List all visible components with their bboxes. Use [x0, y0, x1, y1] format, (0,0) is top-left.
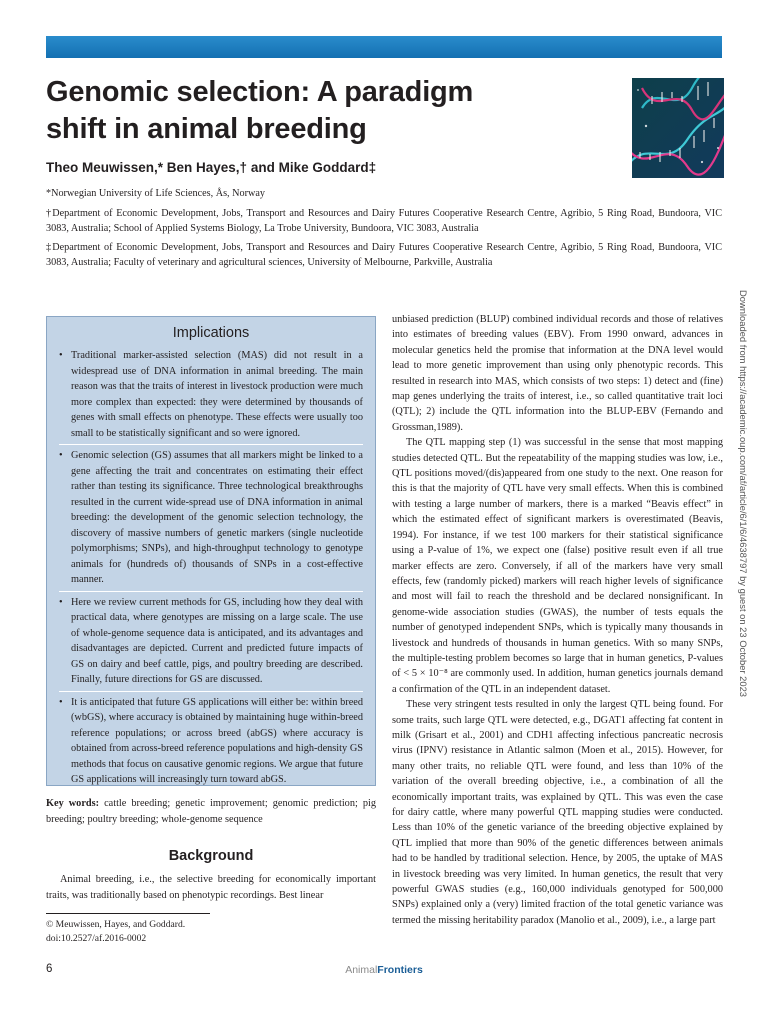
footnote-rule — [46, 913, 210, 914]
page-number: 6 — [46, 963, 53, 975]
implication-text: Here we review current methods for GS, including how they deal with practical data, where genotypes are missing on a large scale. The use of whole-genome sequence data is anticipated, and its advantages and disadvantages are depicted. Current and predicted future impacts of GS on dairy and beef cattle, pigs, and poultry breeding are described. Finally, future directions for GS are discussed. — [71, 596, 363, 685]
keywords-label: Key words: — [46, 798, 100, 809]
author-list: Theo Meuwissen,* Ben Hayes,† and Mike Goddard‡ — [46, 160, 377, 175]
implication-item — [59, 444, 363, 591]
title-line: shift in animal breeding — [46, 113, 367, 145]
journal-banner — [46, 36, 722, 58]
implication-text: Traditional marker-assisted selection (MAS) did not result in a widespread use of DNA information in animal breeding. The main reason was that the traits of interest in livestock production were much more complex than expected: they were determined by thousands of genes with small effects on phenotype. These effects were usually too small to be statistically significant and so were ignored. — [71, 350, 363, 439]
keywords-text: cattle breeding; genetic improvement; genomic prediction; pig breeding; poultry breeding; whole-genome sequence — [46, 798, 376, 825]
body-paragraph: The QTL mapping step (1) was successful in the sense that most mapping studies detected QTL. But the repeatability of the mapping studies was low, i.e., QTL positions moved/(dis)appeared from one study to the next. One reason for this is that the majority of QTL have very small effects. When this is combined with testing a large number of markers, there is a marked “Beavis effect” in which the estimated effect of significant markers is overestimated (Beavis, 1994). For instance, if we test 100 markers for their statistical significance using a P-value of 1%, we expect one (false) positive result even if all true marker effects are zero. Conversely, if all of the markers have very small effects, few (randomly picked) markers will reach higher levels of significance and most will fail to reach the threshold and be declared nonsignificant. In genome-wide association studies (GWAS), the number of tests equals the number of genotyped independent SNPs, which is typically many thousands in livestock and hundreds of thousands in human genetics. With so many SNPs, the multiple-testing problem becomes so large that in human genetics, P-values of < 5 × 10⁻⁸ are commonly used. In addition, human genetics journals demand a confirmation of the QTL in an independent dataset. — [392, 437, 723, 695]
implication-item — [59, 591, 363, 691]
implication-text: It is anticipated that future GS applications will either be: within breed (wbGS), where accuracy is obtained by maintaining huge within-breed reference populations; or across breed (abGS) where accuracy is obtained from across-breed reference populations and high-density GS methods that focus on causative genomic regions. We argue that future GS applications will increasingly turn toward abGS. — [71, 696, 363, 785]
affiliation: *Norwegian University of Life Sciences, Ås, Norway — [46, 188, 265, 199]
bullet: • — [59, 350, 63, 361]
body-column-right — [392, 312, 723, 928]
footer-brand-light: Animal — [345, 964, 378, 976]
implications-list — [59, 348, 363, 791]
keywords — [46, 796, 376, 827]
implication-text: Genomic selection (GS) assumes that all markers might be linked to a gene affecting the trait and concentrates on estimating their effect rather than testing its significance. Three technological breakthroughs resulted in the current wide-spread use of DNA information in animal breeding: the development of the genomic selection technology, the discovery of massive numbers of genetic markers (single nucleotide polymorphisms; SNPs), and high-throughput technology to genotype animals for (hundreds of) thousands of SNPs in a cost-effective manner. — [71, 450, 363, 585]
footnote — [46, 918, 376, 946]
doi: doi:10.2527/af.2016-0002 — [46, 933, 147, 944]
download-watermark — [736, 290, 750, 770]
title-line: Genomic selection: A paradigm — [46, 76, 474, 108]
implications-box — [46, 316, 376, 786]
article-title — [46, 74, 566, 148]
bullet: • — [59, 450, 63, 461]
body-paragraph: These very stringent tests resulted in only the largest QTL being found. For some traits, such large QTL were detected, e.g., DGAT1 affecting fat content in milk (Grisart et al., 2001) and CDH1 affecting infectious pancreatic necrosis virus (IPNV) resistance in Atlantic salmon (Moen et al., 2015). However, for many other traits, no reliable QTL were found, and less than 10% of the variation of the overall breeding objective, i.e., a combination of all the economically important traits, was explained by QTL. This was even the case for dairy cattle, where many powerful QTL mapping studies were conducted. Less than 10% of the genetic variance of the breeding objective explained by QTL implied that more than 90% of the genetic differences between animals had to be handled by traditional selection. Hence, by 2005, the uptake of MAS in livestock breeding was very limited. In human genetics, the result that very powerful GWAS studies (e.g., 160,000 individuals genotyped for 500,000 SNPs) explained only a (very) limited fraction of the total genetic variance was termed the missing heritability paradox (Manolio et al., 2009), i.e., a large part — [392, 699, 723, 926]
copyright: © Meuwissen, Hayes, and Goddard. — [46, 919, 186, 930]
dna-helix-image — [632, 78, 724, 178]
bullet: • — [59, 696, 63, 708]
background-paragraph: Animal breeding, i.e., the selective breeding for economically important traits, was traditionally based on phenotypic recordings. Best linear — [46, 874, 376, 901]
implication-item — [59, 691, 363, 791]
implication-item — [59, 348, 363, 444]
footer-brand-strong: Frontiers — [377, 964, 423, 976]
body-paragraph: unbiased prediction (BLUP) combined individual records and those of relatives into estimates of breeding values (EBV). From 1990 onward, advances in molecular genetics held the promise that information at the DNA level would lead to more genetic improvement than using only phenotypic records. This resulted in research into MAS, which consists of two steps: 1) detect and (fine) map genes underlying the traits of interest, i.e., so called quantitative trait loci (QTL); 2) include the QTL information into the BLUP-EBV (Fernando and Grossman,1989). — [392, 314, 723, 433]
implications-title: Implications — [172, 325, 250, 341]
download-note: Downloaded from https://academic.oup.com/af/article/6/1/6/4638797 by guest on 23 October 2023 — [738, 290, 749, 698]
journal-footer — [0, 964, 768, 976]
affiliation: †Department of Economic Development, Jobs, Transport and Resources and Dairy Futures Cooperative Research Centre, Agribio, 5 Ring Road, Bundoora, VIC 3083, Australia; School of Applied Systems Biology, La Trobe University, Bundoora, VIC 3083, Australia — [46, 208, 722, 234]
background-heading: Background — [168, 848, 254, 864]
bullet: • — [59, 596, 63, 608]
affiliation: ‡Department of Economic Development, Jobs, Transport and Resources and Dairy Futures Cooperative Research Centre, Agribio, 5 Ring Road, Bundoora, VIC 3083, Australia; Faculty of veterinary and agricultural sciences, University of Melbourne, Parkville, Australia — [46, 242, 722, 268]
